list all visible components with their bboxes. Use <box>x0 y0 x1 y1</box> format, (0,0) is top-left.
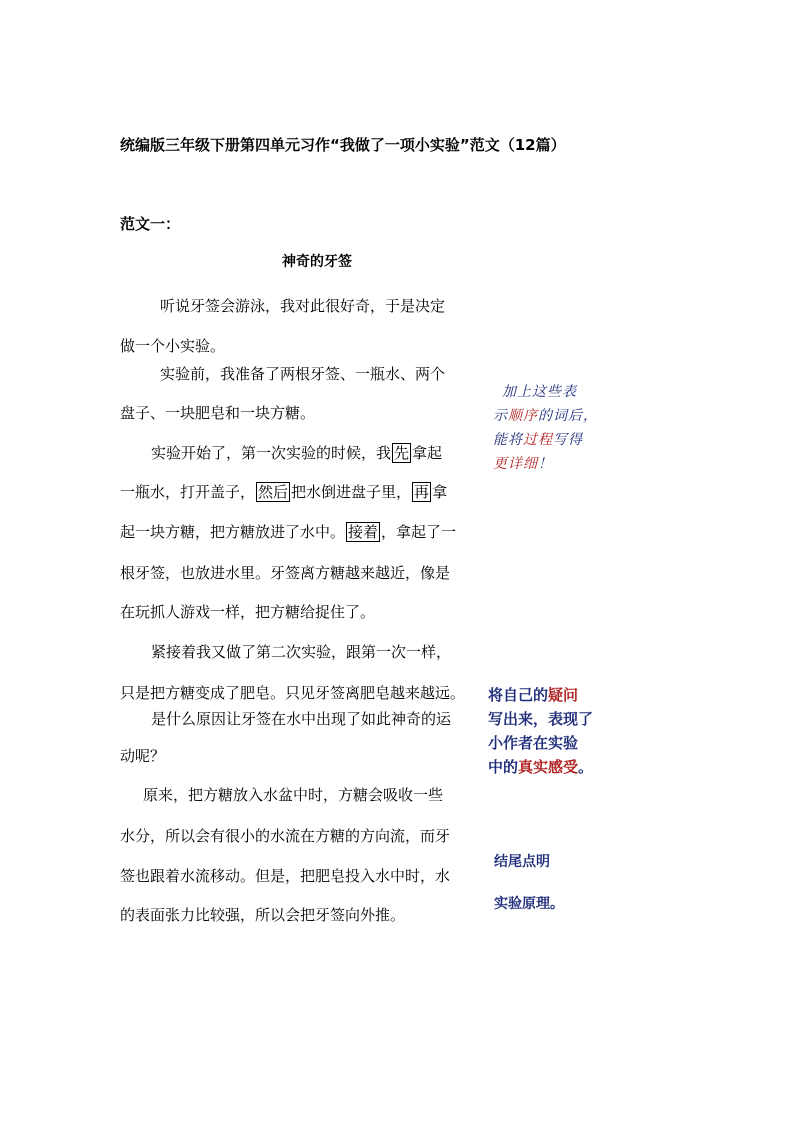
essay-line-3: 实验前，我准备了两根牙签、一瓶水、两个 <box>160 365 446 383</box>
essay-text: 把水倒进盘子里， <box>291 483 412 501</box>
essay-text: 起一块方糖，把方糖放进了水中。 <box>120 523 346 541</box>
order-word-box: 先 <box>394 444 410 462</box>
note-line <box>493 405 598 428</box>
essay-line-11: 只是把方糖变成了肥皂。只见牙签离肥皂越来越远。 <box>120 684 466 702</box>
essay-line-13: 动呢？ <box>120 747 166 765</box>
note-text: 能将 <box>493 432 523 448</box>
essay-line-4: 盘子、一块肥皂和一块方糖。 <box>120 404 316 422</box>
essay-text: ，拿起了一 <box>381 523 457 541</box>
note-highlight: 疑问 <box>548 686 579 704</box>
note-text: 将自己的 <box>488 686 549 704</box>
essay-title: 神奇的牙签 <box>282 254 352 270</box>
essay-line-14: 原来，把方糖放入水盆中时，方糖会吸收一些 <box>143 786 444 804</box>
order-word-box: 然后 <box>258 483 289 501</box>
essay-line-17: 的表面张力比较强，所以会把牙签向外推。 <box>120 906 406 924</box>
note-highlight: 顺序 <box>508 408 538 424</box>
essay-line-2: 做一个小实验。 <box>120 337 226 355</box>
essay-text: 拿起 <box>412 444 443 462</box>
document-title: 统编版三年级下册第四单元习作“我做了一项小实验”范文（12篇） <box>120 136 566 154</box>
note-text: ！ <box>538 456 553 472</box>
note-line <box>488 684 578 707</box>
section-label: 范文一： <box>120 215 181 233</box>
essay-line-15: 水分，所以会有很小的水流在方糖的方向流，而牙 <box>120 827 451 845</box>
note-highlight: 过程 <box>523 432 553 448</box>
note-line: 加上这些表 <box>502 384 577 400</box>
note-line <box>488 756 593 779</box>
essay-text: 拿 <box>432 483 448 501</box>
note-text: 示 <box>493 408 508 424</box>
note-line: 小作者在实验 <box>488 734 579 752</box>
essay-line-8: 根牙签，也放进水里。牙签离方糖越来越近，像是 <box>120 564 451 582</box>
order-word-box: 接着 <box>348 523 379 541</box>
essay-line-6 <box>120 482 447 502</box>
essay-line-12: 是什么原因让牙签在水中出现了如此神奇的运 <box>151 710 452 728</box>
note-text: 的词后， <box>538 408 598 424</box>
note-highlight: 真实感受 <box>518 758 579 776</box>
note-text: 。 <box>578 758 594 776</box>
essay-text: 一瓶水，打开盖子， <box>120 483 256 501</box>
essay-line-16: 签也跟着水流移动。但是，把肥皂投入水中时，水 <box>120 867 451 885</box>
note-line: 写出来，表现了 <box>488 710 594 728</box>
note-line: 结尾点明 <box>494 854 550 870</box>
essay-line-5 <box>151 443 442 463</box>
note-line <box>493 453 553 476</box>
note-highlight: 更详细 <box>493 456 538 472</box>
note-text: 中的 <box>488 758 519 776</box>
essay-line-9: 在玩抓人游戏一样，把方糖给捉住了。 <box>120 603 376 621</box>
order-word-box: 再 <box>414 483 430 501</box>
note-text: 写得 <box>553 432 583 448</box>
essay-text: 实验开始了，第一次实验的时候，我 <box>151 444 392 462</box>
note-line: 实验原理。 <box>494 896 564 912</box>
note-line <box>493 429 583 452</box>
essay-line-10: 紧接着我又做了第二次实验，跟第一次一样， <box>151 643 452 661</box>
essay-line-1: 听说牙签会游泳，我对此很好奇，于是决定 <box>160 297 446 315</box>
essay-line-7 <box>120 522 456 542</box>
